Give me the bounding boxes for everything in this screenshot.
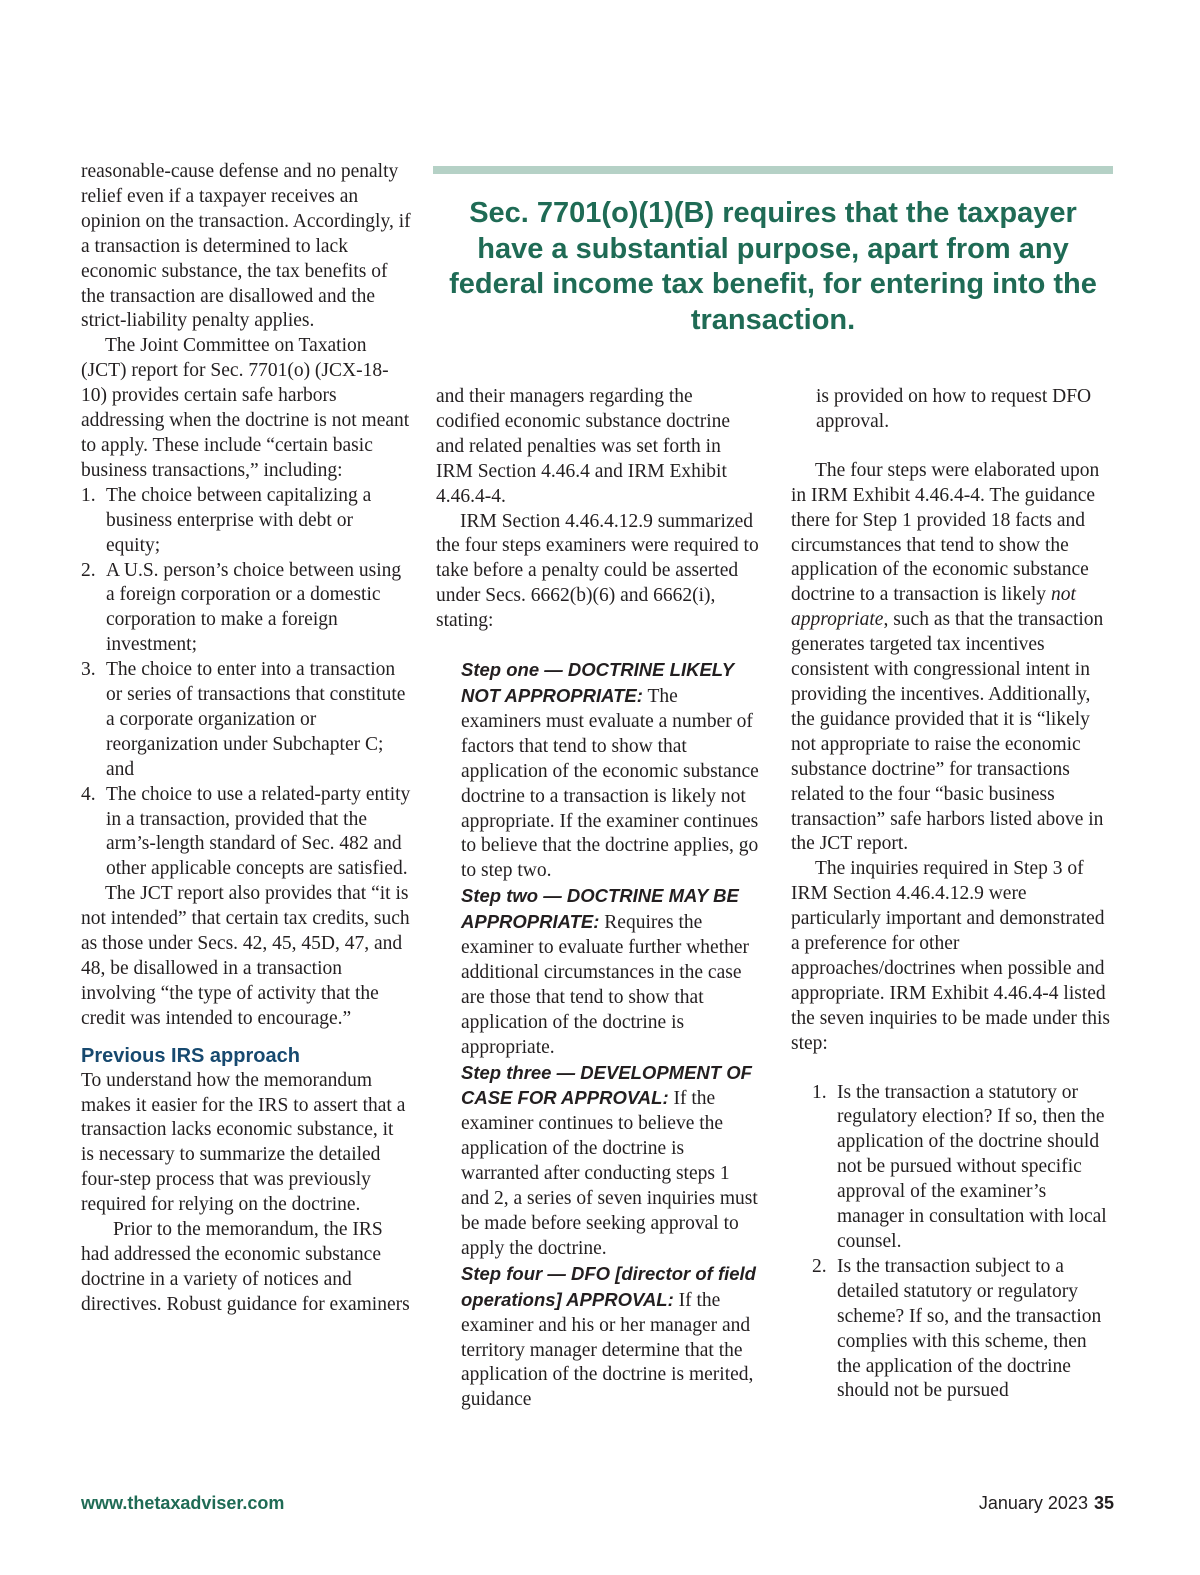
step-text: Requires the examiner to evaluate further whether additional circumstances in the case are those that tend to show that application of the doctrine is appropriate. [461, 912, 750, 1058]
list-item [81, 783, 411, 883]
step-label: Step three — DEVELOPMENT OF CASE FOR APPROVAL: [461, 1061, 752, 1109]
issue-date: January 2023 [978, 1493, 1088, 1513]
list-number: 2. [81, 559, 96, 581]
step-label: Step four — DFO [director of field operations] APPROVAL: [461, 1262, 756, 1310]
step-item [461, 884, 761, 1060]
list-item-text: Is the transaction subject to a detailed statutory or regulatory scheme? If so, and the transaction complies with this scheme, then the application of the doctrine should not be pursued [837, 1255, 1102, 1402]
paragraph: Prior to the memorandum, the IRS had addressed the economic substance doctrine in a variety of notices and directives. Robust guidance for examiners [81, 1219, 410, 1315]
step-label: Step one — DOCTRINE LIKELY NOT APPROPRIATE: [461, 659, 734, 706]
paragraph: The inquiries required in Step 3 of IRM Section 4.46.4.12.9 were particularly important and demonstrated a preference for other approaches/doctrines when possible and appropriate. IRM Exhibit 4.46.4-4 listed the seven inquiries to be made under this step: [791, 858, 1110, 1054]
paragraph: The JCT report also provides that “it is not intended” that certain tax credits, such as those under Secs. 42, 45, 45D, 47, and 48, be disallowed in a transaction involving “the type of activity that the credit was intended to encourage.” [81, 883, 410, 1029]
website-url: www.thetaxadviser.com [81, 1493, 285, 1513]
list-number: 3. [81, 659, 96, 681]
steps-list [436, 658, 761, 1413]
list-item-text: The choice to enter into a transaction or series of transactions that constitute a corporate organization or reorganization under Subchapter C; and [106, 659, 406, 780]
paragraph [791, 459, 1113, 858]
list-number: 4. [81, 783, 96, 805]
list-item-text: The choice between capitalizing a business enterprise with debt or equity; [106, 484, 372, 556]
list-number: 1. [812, 1081, 827, 1103]
column-3 [791, 385, 1113, 1404]
paragraph: is provided on how to request DFO approval. [816, 386, 1092, 432]
page-number: 35 [1093, 1493, 1114, 1513]
list-number: 1. [81, 484, 96, 506]
paragraph: and their managers regarding the codified economic substance doctrine and related penalties was set forth in IRM Section 4.46.4 and IRM Exhibit 4.46.4-4. [436, 386, 731, 507]
list-item-text: The choice to use a related-party entity in a transaction, provided that the arm’s-length standard of Sec. 482 and other applicable concepts are satisfied. [106, 783, 411, 880]
text-run: , such as that the transaction generates targeted tax incentives consistent with congressional intent in providing the incentives. Additionally, the guidance provided that it is “likely not appropriate to raise the economic substance doctrine” for transactions related to the four “basic business transaction” safe harbors listed above in the JCT report. [791, 609, 1104, 855]
section-heading: Previous IRS approach [81, 1044, 300, 1067]
list-item [81, 559, 411, 659]
step-text: If the examiner continues to believe the application of the doctrine is warranted after conducting steps 1 and 2, a series of seven inquiries must be made before seeking approval to apply the doctrine. [461, 1088, 758, 1259]
list-item [81, 658, 411, 783]
safe-harbor-list [81, 484, 411, 883]
step-item [461, 1061, 761, 1262]
inquiries-list [791, 1081, 1113, 1405]
step-text: If the examiner and his or her manager and territory manager determine that the application of the doctrine is merited, guidance [461, 1289, 754, 1411]
emphasis: not appropriate [791, 584, 1076, 631]
list-item-text: Is the transaction a statutory or regulatory election? If so, then the application of the doctrine should not be pursued without specific approval of the examiner’s manager in consultation with local counsel. [837, 1081, 1107, 1252]
pull-quote: Sec. 7701(o)(1)(B) requires that the taxpayer have a substantial purpose, apart from any federal income tax benefit, for entering into the transaction. [449, 197, 1097, 336]
list-number: 2. [812, 1255, 827, 1277]
text-run: The four steps were elaborated upon in IRM Exhibit 4.46.4-4. The guidance there for Step 1 provided 18 facts and circumstances that tend to show the application of the economic substance doctrine to a transaction is likely [791, 459, 1100, 606]
column-2 [436, 385, 761, 1413]
callout-rule [433, 166, 1113, 174]
list-item-text: A U.S. person’s choice between using a foreign corporation or a domestic corporation to make a foreign investment; [106, 559, 402, 656]
paragraph: reasonable-cause defense and no penalty relief even if a taxpayer receives an opinion on the transaction. Accordingly, if a transaction is determined to lack economic substance, the tax benefits of the transaction are disallowed and the strict-liability penalty applies. [81, 161, 411, 332]
paragraph: IRM Section 4.46.4.12.9 summarized the four steps examiners were required to take before a penalty could be asserted under Secs. 6662(b)(6) and 6662(i), stating: [436, 510, 759, 632]
step-label: Step two — DOCTRINE MAY BE APPROPRIATE: [461, 885, 739, 933]
paragraph: To understand how the memorandum makes it easier for the IRS to assert that a transaction lacks economic substance, it is necessary to summarize the detailed four-step process that was previously required for relying on the doctrine. [81, 1069, 406, 1216]
step-item [461, 658, 761, 884]
list-item [81, 484, 411, 559]
list-item [791, 1081, 1113, 1255]
step-item [461, 1262, 761, 1413]
page-footer [979, 1493, 1114, 1514]
paragraph: The Joint Committee on Taxation (JCT) report for Sec. 7701(o) (JCX-18-10) provides certain safe harbors addressing when the doctrine is not meant to apply. These include “certain basic business transactions,” including: [81, 335, 410, 481]
column-1 [81, 160, 411, 1318]
list-item [791, 1255, 1113, 1404]
step-text: The examiners must evaluate a number of factors that tend to show that application of the economic substance doctrine to a transaction is likely not appropriate. If the examiner continues to believe that the doctrine applies, go to step two. [461, 685, 759, 882]
